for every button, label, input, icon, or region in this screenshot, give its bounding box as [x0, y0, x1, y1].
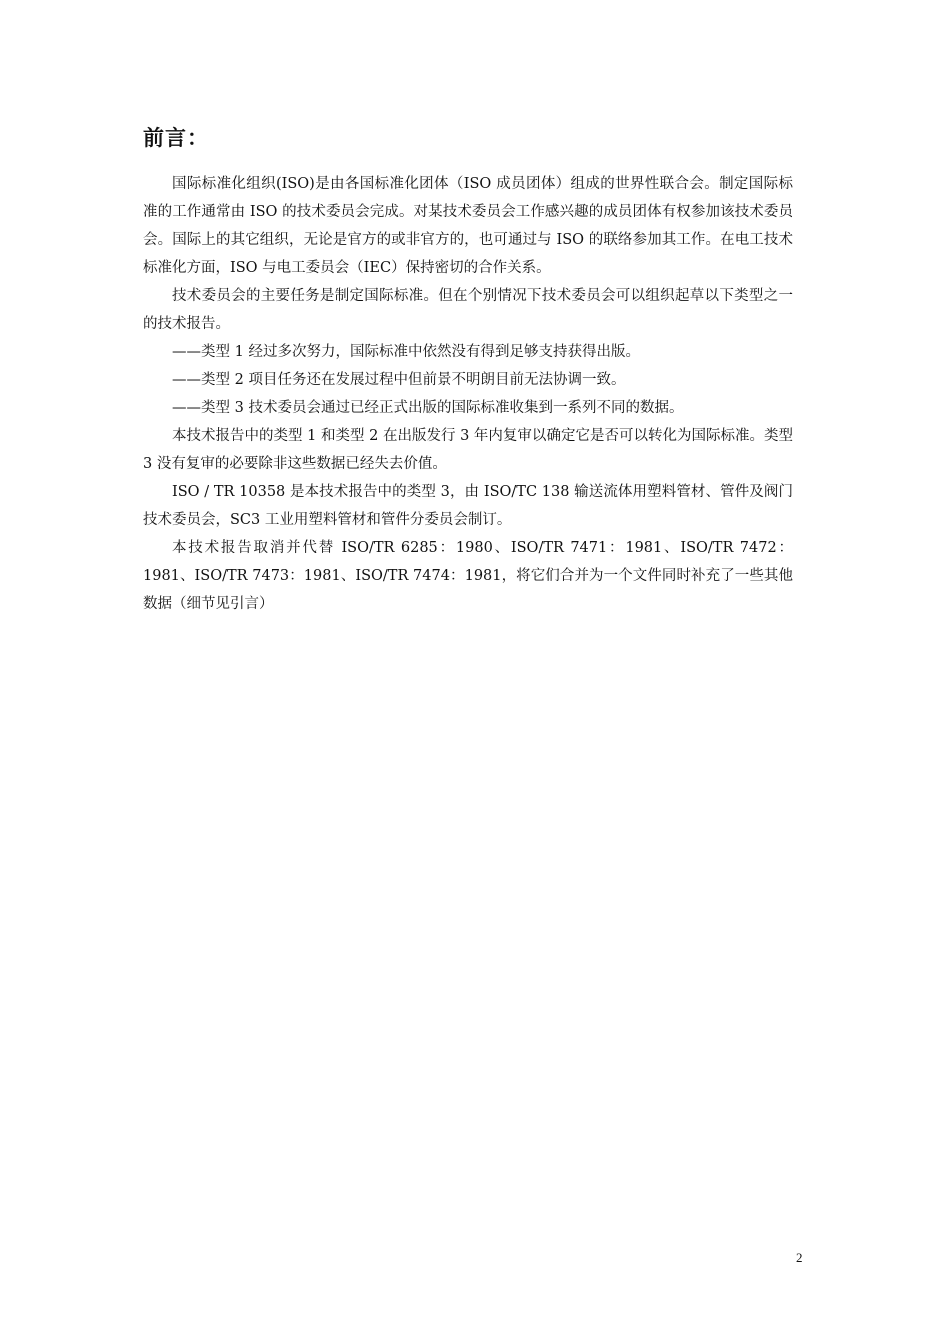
- paragraph-committee: ISO / TR 10358 是本技术报告中的类型 3，由 ISO/TC 138 输送流体用塑料管材、管件及阀门技术委员会，SC3 工业用塑料管材和管件分委员会制订。: [143, 484, 793, 528]
- paragraph-type-2: ——类型 2 项目任务还在发展过程中但前景不明朗目前无法协调一致。: [172, 372, 626, 388]
- paragraph-replaces: 本技术报告取消并代替 ISO/TR 6285：1980、ISO/TR 7471：1981、ISO/TR 7472：1981、ISO/TR 7473：1981、ISO/TR 7474：1981，将它们合并为一个文件同时补充了一些其他数据（细节见引言）: [143, 540, 793, 612]
- page-heading: 前言：: [143, 126, 209, 150]
- page-number: 2: [796, 1250, 803, 1265]
- paragraph-type-1: ——类型 1 经过多次努力，国际标准中依然没有得到足够支持获得出版。: [172, 344, 640, 360]
- foreword-body: [143, 170, 793, 618]
- paragraph-iso-intro: 国际标准化组织(ISO)是由各国标准化团体（ISO 成员团体）组成的世界性联合会。制定国际标准的工作通常由 ISO 的技术委员会完成。对某技术委员会工作感兴趣的成员团体有权参加该技术委员会。国际上的其它组织，无论是官方的或非官方的，也可通过与 ISO 的联络参加其工作。在电工技术标准化方面，ISO 与电工委员会（IEC）保持密切的合作关系。: [143, 176, 793, 276]
- paragraph-technical-reports: 技术委员会的主要任务是制定国际标准。但在个别情况下技术委员会可以组织起草以下类型之一的技术报告。: [143, 288, 793, 332]
- paragraph-review: 本技术报告中的类型 1 和类型 2 在出版发行 3 年内复审以确定它是否可以转化为国际标准。类型 3 没有复审的必要除非这些数据已经失去价值。: [143, 428, 793, 472]
- paragraph-type-3: ——类型 3 技术委员会通过已经正式出版的国际标准收集到一系列不同的数据。: [172, 400, 684, 416]
